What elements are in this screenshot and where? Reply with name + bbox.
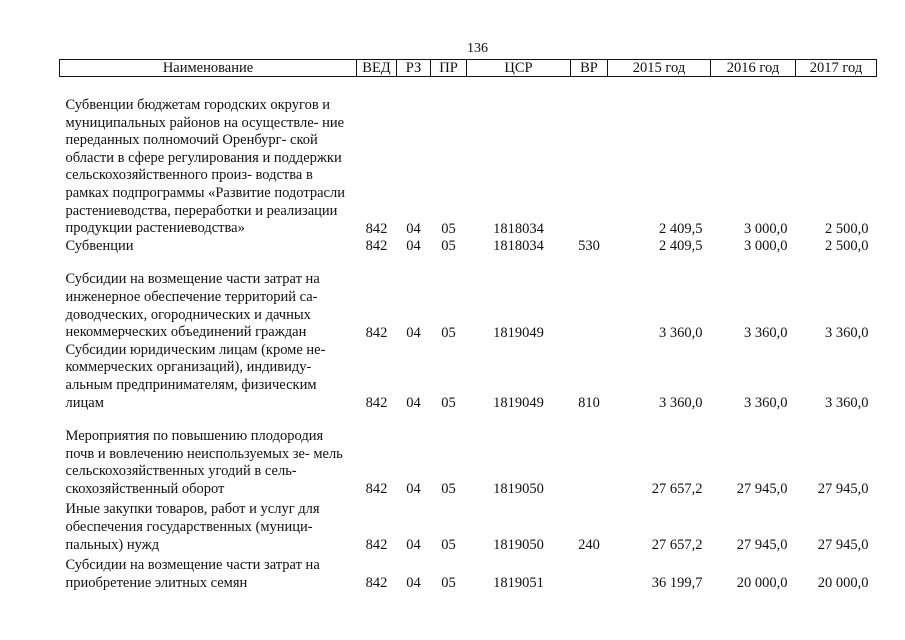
row-pr: 05 xyxy=(441,238,456,255)
row-rz: 04 xyxy=(406,481,421,498)
row-pr: 05 xyxy=(441,395,456,412)
row-pr: 05 xyxy=(441,575,456,592)
row-vr xyxy=(571,412,608,498)
row-2016: 3 000,0 xyxy=(744,220,788,237)
row-vr: 530 xyxy=(578,238,600,255)
row-rz: 04 xyxy=(406,220,421,237)
table-row xyxy=(60,554,877,592)
row-pr: 05 xyxy=(441,324,456,341)
row-name: Мероприятия по повышению плодородия почв и вовлечению неиспользуемых зе- мель сельскохозяйственных угодий в сель- скохозяйственный оборот xyxy=(65,428,343,497)
row-2017: 3 360,0 xyxy=(825,324,869,341)
row-rz: 04 xyxy=(406,324,421,341)
row-2015: 2 409,5 xyxy=(659,238,703,255)
row-name: Субсидии на возмещение части затрат на инженерное обеспечение территорий са- доводческих, огороднических и дачных некоммерческих объединений граждан xyxy=(65,271,320,341)
row-pr: 05 xyxy=(441,537,456,554)
header-name: Наименование xyxy=(60,60,357,77)
header-2016: 2016 год xyxy=(711,60,796,77)
table-row xyxy=(60,255,877,341)
header-2017: 2017 год xyxy=(796,60,877,77)
row-csr: 1819049 xyxy=(493,324,544,341)
row-name: Субсидии на возмещение части затрат на приобретение элитных семян xyxy=(65,557,320,591)
header-vr: ВР xyxy=(571,60,608,77)
table-row xyxy=(60,342,877,412)
row-2017: 27 945,0 xyxy=(817,537,869,554)
row-2015: 27 657,2 xyxy=(651,537,703,554)
table-header xyxy=(60,60,877,77)
row-ved: 842 xyxy=(365,537,388,554)
row-vr: 240 xyxy=(578,537,600,554)
row-pr: 05 xyxy=(441,220,456,237)
row-2016: 27 945,0 xyxy=(736,481,788,498)
row-name: Субвенции xyxy=(65,237,134,254)
table-body xyxy=(60,77,877,593)
row-csr: 1819050 xyxy=(493,481,544,498)
row-csr: 1819051 xyxy=(493,575,544,592)
row-ved: 842 xyxy=(365,395,388,412)
row-2017: 3 360,0 xyxy=(825,395,869,412)
row-vr: 810 xyxy=(578,395,600,412)
row-2017: 27 945,0 xyxy=(817,481,869,498)
table-row xyxy=(60,498,877,554)
header-pr: ПР xyxy=(431,60,467,77)
row-2016: 3 360,0 xyxy=(744,324,788,341)
table-row xyxy=(60,412,877,498)
header-ved: ВЕД xyxy=(357,60,397,77)
table-row xyxy=(60,77,877,238)
budget-table xyxy=(59,59,877,592)
row-vr xyxy=(571,554,608,592)
row-csr: 1819049 xyxy=(493,395,544,412)
row-ved: 842 xyxy=(365,220,388,237)
row-2017: 2 500,0 xyxy=(825,220,869,237)
row-2015: 2 409,5 xyxy=(659,220,703,237)
row-2016: 27 945,0 xyxy=(736,537,788,554)
row-rz: 04 xyxy=(406,395,421,412)
row-2016: 20 000,0 xyxy=(736,575,788,592)
row-vr xyxy=(571,255,608,341)
table-row xyxy=(60,238,877,256)
row-2015: 27 657,2 xyxy=(651,481,703,498)
row-rz: 04 xyxy=(406,575,421,592)
row-vr xyxy=(571,77,608,238)
row-2016: 3 360,0 xyxy=(744,395,788,412)
row-csr: 1818034 xyxy=(493,220,544,237)
row-pr: 05 xyxy=(441,481,456,498)
row-name: Иные закупки товаров, работ и услуг для обеспечения государственных (муници- пальных) нужд xyxy=(65,501,320,553)
row-2017: 20 000,0 xyxy=(817,575,869,592)
row-ved: 842 xyxy=(365,481,388,498)
row-ved: 842 xyxy=(365,324,388,341)
row-rz: 04 xyxy=(406,238,421,255)
header-csr: ЦСР xyxy=(467,60,571,77)
row-2015: 3 360,0 xyxy=(659,324,703,341)
row-rz: 04 xyxy=(406,537,421,554)
header-rz: РЗ xyxy=(397,60,431,77)
row-ved: 842 xyxy=(365,575,388,592)
row-ved: 842 xyxy=(365,238,388,255)
row-2015: 36 199,7 xyxy=(651,575,703,592)
row-csr: 1819050 xyxy=(493,537,544,554)
row-name: Субвенции бюджетам городских округов и муниципальных районов на осуществле- ние переданных полномочий Оренбург- ской области в сфере регулирования и поддержки сельскохозяйственного произ- водства в рамках подпрограммы «Развитие подотрасли растениеводства, переработки и реализации продукции растениеводства» xyxy=(65,97,345,237)
row-2016: 3 000,0 xyxy=(744,238,788,255)
header-2015: 2015 год xyxy=(608,60,711,77)
row-csr: 1818034 xyxy=(493,238,544,255)
row-name: Субсидии юридическим лицам (кроме не- коммерческих организаций), индивиду- альным предпринимателям, физическим лицам xyxy=(65,341,326,411)
page-number: 136 xyxy=(467,41,488,56)
row-2015: 3 360,0 xyxy=(659,395,703,412)
row-2017: 2 500,0 xyxy=(825,238,869,255)
